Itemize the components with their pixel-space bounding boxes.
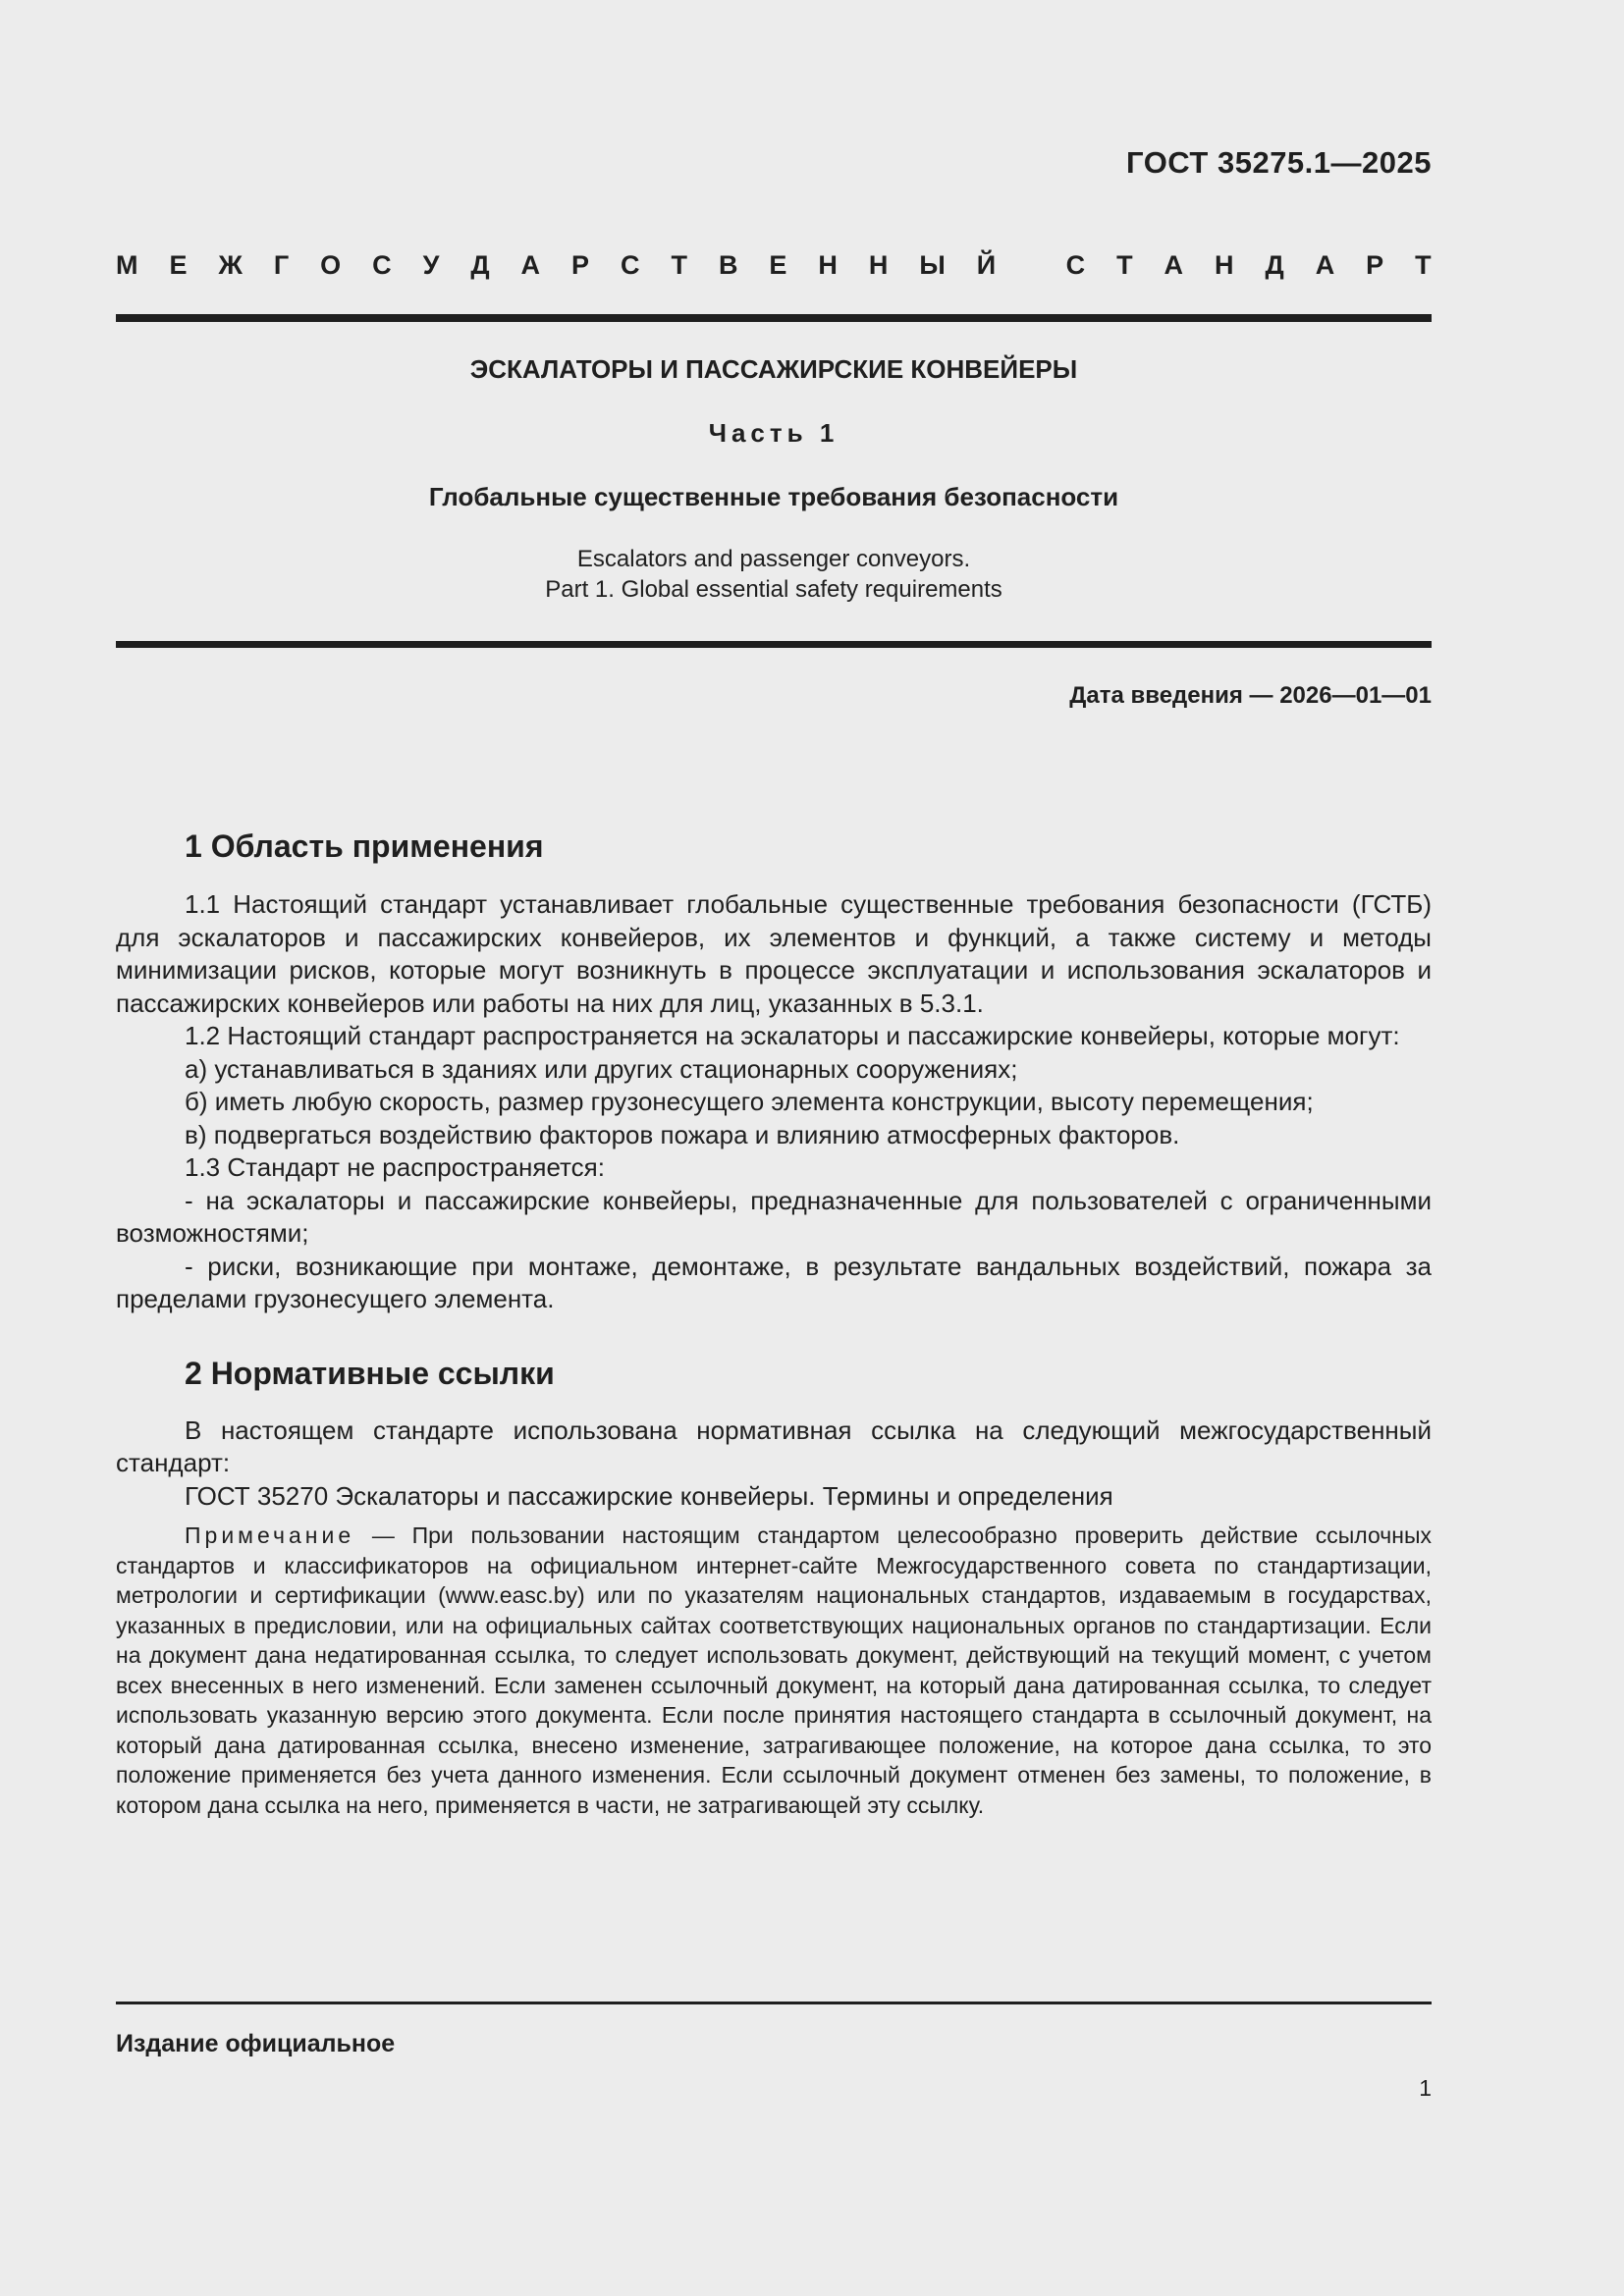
section-2-title: 2 Нормативные ссылки	[185, 1355, 555, 1391]
standard-kind-letter: Р	[1366, 250, 1384, 280]
standard-kind-letter: Д	[1265, 250, 1284, 280]
standard-kind-letter: Е	[169, 250, 188, 280]
paragraph-1-3: 1.3 Стандарт не распространяется:	[185, 1152, 605, 1182]
standard-kind-letter: А	[520, 250, 541, 280]
middle-divider	[116, 641, 1432, 648]
standard-kind-letter: С	[621, 250, 640, 280]
standard-kind-letter: У	[422, 250, 440, 280]
standard-kind-letter: С	[1065, 250, 1086, 280]
document-page	[116, 0, 1432, 2296]
standard-kind-letter: Т	[1116, 250, 1133, 280]
normative-reference: ГОСТ 35270 Эскалаторы и пассажирские конвейеры. Термины и определения	[185, 1480, 1113, 1511]
standard-kind-letter	[1027, 250, 1035, 281]
standard-kind-letter: Д	[470, 250, 490, 280]
introduction-date: Дата введения — 2026—01—01	[1069, 682, 1432, 709]
list-item-c: в) подвергаться воздействию факторов пожара и влиянию атмосферных факторов.	[185, 1119, 1180, 1149]
standard-kind-letter: Н	[818, 250, 838, 280]
bottom-divider	[116, 2002, 1432, 2004]
page-number: 1	[1419, 2075, 1432, 2101]
standard-kind-letter: Е	[769, 250, 787, 280]
paragraph-1-2: 1.2 Настоящий стандарт распространяется на эскалаторы и пассажирские конвейеры, которые могут:	[185, 1021, 1400, 1050]
document-body	[116, 827, 1432, 1820]
standard-kind-letter: Т	[1415, 250, 1432, 280]
standard-kind-letter: Ж	[218, 250, 243, 280]
standard-kind-letter: Г	[273, 250, 290, 280]
standard-kind-letter: С	[372, 250, 392, 280]
paragraph-2-1: В настоящем стандарте использована нормативная ссылка на следующий межгосударственный стандарт:	[116, 1415, 1432, 1477]
standard-kind-letter: Р	[571, 250, 590, 280]
standard-kind-letter: Н	[868, 250, 889, 280]
note-text: — При пользовании настоящим стандартом целесообразно проверить действие ссылочных стандартов и классификаторов на официальном интернет-сайте Межгосударственного совета по стандартизации, метрологии и сертификации (www.easc.by) или по указателям национальных стандартов, издаваемым в государствах, указанных в предисловии, или на официальных сайтах соответствующих национальных органов по стандартизации. Если на документ дана недатированная ссылка, то следует использовать документ, действующий на текущий момент, с учетом всех внесенных в него изменений. Если заменен ссылочный документ, на который дана датированная ссылка, то следует использовать указанную версию этого документа. Если после принятия настоящего стандарта в ссылочный документ, на который дана датированная ссылка, внесено изменение, затрагивающее положение, на которое дана ссылка, то это положение применяется без учета данного изменения. Если ссылочный документ отменен без замены, то положение, в котором дана ссылка на него, применяется в части, не затрагивающей эту ссылку.	[116, 1522, 1432, 1818]
standard-kind-letter: Н	[1215, 250, 1234, 280]
document-subtitle: Глобальные существенные требования безопасности	[428, 482, 1119, 511]
official-edition-label: Издание официальное	[116, 2030, 396, 2057]
english-title-line-2: Part 1. Global essential safety requirements	[545, 576, 1002, 603]
standard-kind-letter: А	[1315, 250, 1335, 280]
note-lead: Примечание	[185, 1522, 355, 1548]
list-item-a: а) устанавливаться в зданиях или других стационарных сооружениях;	[185, 1053, 1018, 1084]
note	[116, 1521, 1432, 1820]
section-1-title: 1 Область применения	[185, 828, 544, 864]
english-title	[116, 544, 1432, 605]
paragraph-1-1: 1.1 Настоящий стандарт устанавливает глобальные существенные требования безопасности (ГСТБ) для эскалаторов и пассажирских конвейеров, их элементов и функций, а также систему и методы минимизации рисков, которые могут возникнуть в процессе эксплуатации и использования эскалаторов и пассажирских конвейеров или работы на них для лиц, указанных в 5.3.1.	[116, 889, 1432, 1018]
exclusion-item-2: - риски, возникающие при монтаже, демонтаже, в результате вандальных воздействий, пожара за пределами грузонесущего элемента.	[116, 1251, 1432, 1313]
standard-kind-letter: О	[320, 250, 342, 280]
standard-kind-letter: М	[116, 250, 138, 280]
english-title-line-1: Escalators and passenger conveyors.	[576, 546, 971, 572]
standard-kind-letter: Ы	[919, 250, 946, 280]
document-part: Часть 1	[708, 418, 839, 448]
top-divider	[116, 314, 1432, 322]
document-code: ГОСТ 35275.1—2025	[1126, 145, 1432, 180]
list-item-b: б) иметь любую скорость, размер грузонесущего элемента конструкции, высоту перемещения;	[185, 1087, 1314, 1116]
exclusion-item-1: - на эскалаторы и пассажирские конвейеры, предназначенные для пользователей с ограниченными возможностями;	[116, 1185, 1432, 1248]
standard-kind-letter: А	[1164, 250, 1184, 280]
standard-kind-letter: Т	[671, 250, 687, 280]
standard-kind-letter: Й	[976, 250, 997, 280]
standard-kind-letter: В	[718, 250, 738, 280]
standard-kind-heading	[116, 250, 1432, 281]
document-title: ЭСКАЛАТОРЫ И ПАССАЖИРСКИЕ КОНВЕЙЕРЫ	[469, 354, 1078, 384]
